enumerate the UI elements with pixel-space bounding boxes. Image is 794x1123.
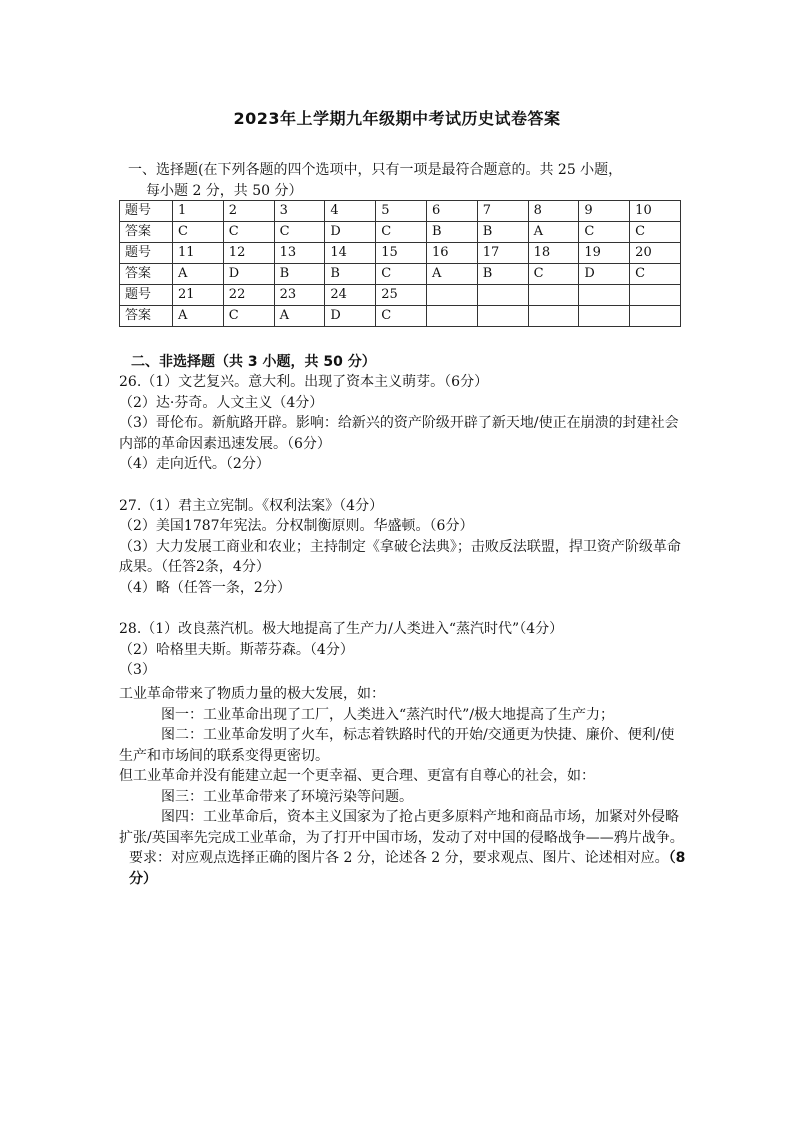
answer-table-cell: 1 (173, 201, 224, 222)
answer-table-cell: 18 (528, 243, 579, 264)
answer-table-cell: C (528, 264, 579, 285)
q28-fig3: 图三：工业革命带来了环境污染等问题。 (161, 788, 413, 805)
q28-requirement-text: 要求：对应观点选择正确的图片各 2 分，论述各 2 分，要求观点、图片、论述相对应。 (129, 850, 669, 866)
document-title: 2023年上学期九年级期中考试历史试卷答案 (233, 109, 561, 128)
answer-table-cell: 22 (223, 285, 274, 306)
q28-line: （3） (119, 662, 156, 678)
answer-table-cell (579, 306, 630, 327)
answer-table-cell: 24 (325, 285, 376, 306)
q28-part3 (119, 684, 687, 889)
answer-table-cell: B (274, 264, 325, 285)
q28-intro1: 工业革命带来了物质力量的极大发展，如： (119, 686, 385, 702)
q26-line: （2）达·芬奇。人文主义（4分） (119, 394, 324, 411)
answer-table-cell (477, 306, 528, 327)
answer-table-cell: D (325, 306, 376, 327)
answer-table-cell: A (173, 264, 224, 285)
q28-line: （2）哈格里夫斯。斯蒂芬森。（4分） (119, 641, 354, 658)
answer-table-cell: C (376, 306, 427, 327)
answer-table-cell: 9 (579, 201, 630, 222)
answer-table-cell: C (274, 222, 325, 243)
answer-table-row-label: 答案 (120, 306, 173, 327)
answer-table-cell: 5 (376, 201, 427, 222)
answer-table-cell: 16 (426, 243, 477, 264)
answer-table-cell (426, 306, 477, 327)
answer-table-row-label: 题号 (120, 285, 173, 306)
answer-table-cell: A (426, 264, 477, 285)
answer-table-row (120, 306, 681, 327)
answer-table (119, 200, 681, 327)
answer-table-cell: 2 (223, 201, 274, 222)
answer-table-cell: B (477, 222, 528, 243)
answer-table-cell: C (173, 222, 224, 243)
answer-table-cell: A (274, 306, 325, 327)
q28-fig1: 图一：工业革命出现了工厂，人类进入“蒸汽时代”/极大地提高了生产力； (161, 706, 615, 723)
answer-table-cell: 7 (477, 201, 528, 222)
answer-table-cell: 12 (223, 243, 274, 264)
answer-table-row (120, 222, 681, 243)
answer-table-cell: 8 (528, 201, 579, 222)
answer-table-cell: A (173, 306, 224, 327)
answer-table-row-label: 题号 (120, 243, 173, 264)
answer-table-cell: 4 (325, 201, 376, 222)
answer-table-cell: C (223, 222, 274, 243)
answer-table-cell: D (223, 264, 274, 285)
answer-table-row-label: 答案 (120, 264, 173, 285)
answer-table-cell (528, 285, 579, 306)
answer-table-cell (426, 285, 477, 306)
answer-table-cell (579, 285, 630, 306)
answer-table-cell: B (325, 264, 376, 285)
q27-line: 27.（1）君主立宪制。《权利法案》（4分） (119, 497, 384, 514)
answer-table-cell: 19 (579, 243, 630, 264)
answer-table-cell (528, 306, 579, 327)
answer-table-cell: 6 (426, 201, 477, 222)
answer-table-cell: 21 (173, 285, 224, 306)
answer-table-cell (477, 285, 528, 306)
answer-table-cell: B (426, 222, 477, 243)
answer-table-cell: D (579, 264, 630, 285)
answer-table-cell: C (630, 264, 681, 285)
q27-line: （3）大力发展工商业和农业；主持制定《拿破仑法典》；击败反法联盟，捍卫资产阶级革命成果。（任答2条，4分） (119, 538, 681, 575)
section1-heading-line2: 每小题 2 分，共 50 分） (146, 183, 303, 199)
q27-line: （2）美国1787年宪法。分权制衡原则。华盛顿。（6分） (119, 518, 474, 534)
answer-table-cell: 10 (630, 201, 681, 222)
answer-table-cell: 20 (630, 243, 681, 264)
answer-table-row (120, 285, 681, 306)
answer-table-row-label: 答案 (120, 222, 173, 243)
q26-line: 26.（1）文艺复兴。意大利。出现了资本主义萌芽。（6分） (119, 374, 489, 390)
q28-fig2: 图二：工业革命发明了火车，标志着铁路时代的开始/交通更为快捷、廉价、便利/使生产和市场间的联系变得更密切。 (119, 727, 675, 764)
section1-heading-line1: 一、选择题(在下列各题的四个选项中，只有一项是最符合题意的。共 25 小题， (128, 162, 623, 178)
answer-table-cell: C (223, 306, 274, 327)
section2-heading: 二、非选择题（共 3 小题，共 50 分） (131, 354, 376, 370)
answer-table-cell: C (579, 222, 630, 243)
answer-table-cell: 3 (274, 201, 325, 222)
answer-table-cell: 14 (325, 243, 376, 264)
answer-table-cell: C (376, 264, 427, 285)
answer-table-cell: 25 (376, 285, 427, 306)
answer-table-cell: 13 (274, 243, 325, 264)
q28-requirement (119, 848, 687, 889)
answer-table-cell: A (528, 222, 579, 243)
q28-intro2: 但工业革命并没有能建立起一个更幸福、更合理、更富有自尊心的社会，如： (119, 768, 595, 784)
q28-requirement-score: （8 分） (129, 850, 686, 887)
answer-table-cell: 23 (274, 285, 325, 306)
answer-table-cell: C (376, 222, 427, 243)
answer-table-cell: 11 (173, 243, 224, 264)
q28-fig4: 图四：工业革命后，资本主义国家为了抢占更多原料产地和商品市场，加紧对外侵略扩张/英国率先完成工业革命，为了打开中国市场，发动了对中国的侵略战争——鸦片战争。 (119, 809, 684, 846)
q28-line: 28.（1）改良蒸汽机。极大地提高了生产力/人类进入“蒸汽时代”（4分） (119, 621, 564, 637)
answer-table-row (120, 264, 681, 285)
answer-table-row (120, 243, 681, 264)
answer-table-cell: 15 (376, 243, 427, 264)
answer-table-cell: B (477, 264, 528, 285)
answer-table-cell: 17 (477, 243, 528, 264)
section2-body (119, 372, 685, 681)
answer-table-row-label: 题号 (120, 201, 173, 222)
answer-table-cell: C (630, 222, 681, 243)
q26-line: （3）哥伦布。新航路开辟。影响：给新兴的资产阶级开辟了新天地/使正在崩溃的封建社会内部的革命因素迅速发展。（6分） (119, 415, 679, 452)
answer-table-row (120, 201, 681, 222)
q26-line: （4）走向近代。（2分） (119, 456, 270, 472)
section1-heading (128, 160, 688, 202)
answer-table-cell: D (325, 222, 376, 243)
answer-table-cell (630, 285, 681, 306)
q27-line: （4）略（任答一条，2分） (119, 579, 291, 596)
answer-table-cell (630, 306, 681, 327)
